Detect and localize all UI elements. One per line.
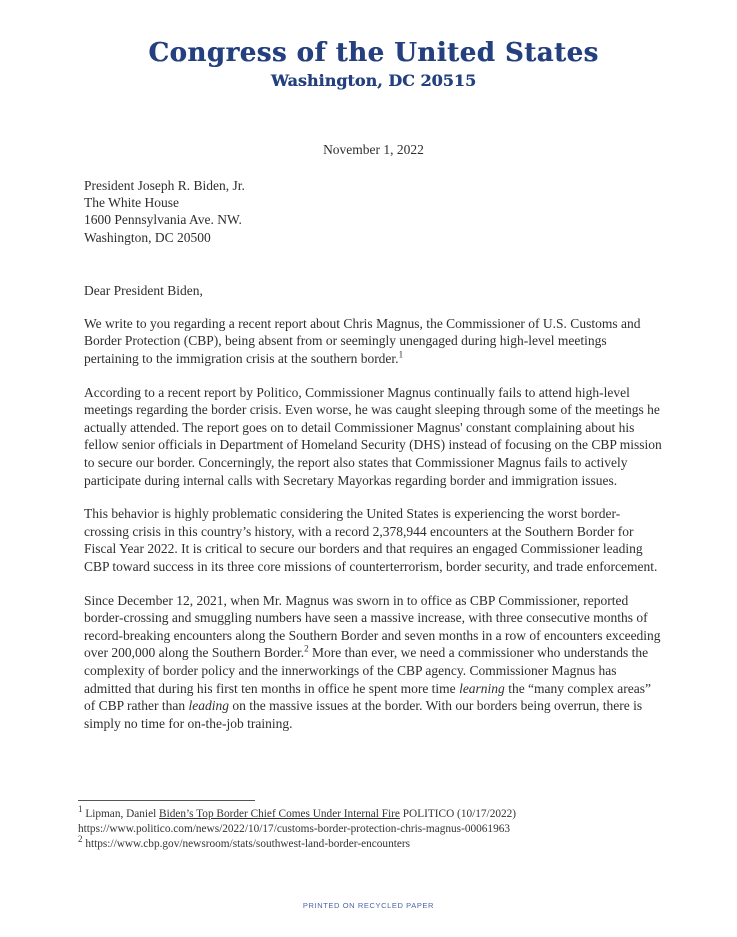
footnote-2-marker: 2	[78, 833, 83, 844]
letterhead-org: Congress of the United States	[148, 38, 599, 68]
paragraph-3-text: This behavior is highly problematic considering the United States is experiencing the worst border-crossing crisis in this country’s history, with a record 2,378,944 encounters at the Southern Border for Fiscal Year 2022. It is critical to secure our borders and that requires an engaged Commissioner leading CBP toward success in its three core missions of counterterrorism, border security, and trade enforcement.	[84, 506, 658, 574]
recipient-city: Washington, DC 20500	[84, 229, 211, 245]
recipient-name: President Joseph R. Biden, Jr.	[84, 178, 245, 193]
footnote-1-author: Lipman, Daniel	[82, 808, 160, 820]
recipient-building: The White House	[84, 195, 179, 211]
footnotes-section	[78, 800, 678, 851]
footnote-1-source: POLITICO (10/17/2022)	[399, 808, 517, 820]
paragraph-4-seg1: Since December 12, 2021, when Mr. Magnus was sworn in to office as CBP Commissioner, reported border-crossing and smuggling numbers have seen a massive increase, with three consecutive months of record-breaking encounters along the Southern Border and seven months in a row of encounters exceeding over 200,000 along the Southern Border.	[84, 592, 661, 661]
paragraph-2-text: According to a recent report by Politico, Commissioner Magnus continually fails to attend high-level meetings regarding the border crisis. Even worse, he was caught sleeping through some of the meetings he actually attended. The report goes on to detail Commissioner Magnus' constant complaining about his fellow senior officials in Department of Homeland Security (DHS) instead of focusing on the CBP mission to secure our border. Concerningly, the report also states that Commissioner Magnus fails to actively participate during internal calls with Secretary Mayorkas regarding border and immigration issues.	[84, 384, 662, 488]
footnote-1-article-title: Biden’s Top Border Chief Comes Under Internal Fire	[159, 808, 400, 820]
footnote-ref-1: 1	[398, 349, 404, 360]
letterhead-city: Washington, DC 20515	[270, 71, 477, 90]
body-paragraph-1	[84, 315, 663, 368]
body-paragraph-4	[84, 592, 663, 733]
recipient-street: 1600 Pennsylvania Ave. NW.	[84, 212, 242, 228]
paragraph-4-seg3: the “many complex areas” of CBP rather than	[84, 680, 651, 714]
footnote-separator-rule	[78, 800, 255, 801]
footnote-2-url: https://www.cbp.gov/newsroom/stats/southwest-land-border-encounters	[82, 837, 411, 850]
footnote-1-url: https://www.politico.com/news/2022/10/17/customs-border-protection-chris-magnus-00061963	[78, 822, 511, 835]
body-paragraph-3	[84, 505, 663, 575]
paragraph-1-text: We write to you regarding a recent report about Chris Magnus, the Commissioner of U.S. Customs and Border Protection (CBP), being absent from or seemingly unengaged during high-level meetings pertaining to the immigration crisis at the southern border.	[84, 315, 641, 366]
body-paragraph-2	[84, 384, 663, 490]
salutation: Dear President Biden,	[84, 282, 203, 298]
paragraph-4-emphasis-learning: learning	[459, 680, 505, 696]
paragraph-4-emphasis-leading: leading	[188, 698, 229, 714]
footnote-2	[78, 833, 678, 852]
footnote-1-marker: 1	[78, 804, 83, 815]
footnote-1	[78, 804, 678, 822]
paragraph-4-seg2: More than ever, we need a commissioner who understands the complexity of border policy and the innerworkings of the CBP agency. Commissioner Magnus has admitted that during his first ten months in office he spent more time	[84, 645, 649, 696]
letterhead	[84, 0, 663, 90]
recipient-address	[84, 177, 663, 246]
paragraph-4-seg4: on the massive issues at the border. With our borders being overrun, there is simply no time for on-the-job training.	[84, 698, 643, 731]
recycled-paper-notice: PRINTED ON RECYCLED PAPER	[302, 901, 435, 910]
letter-date: November 1, 2022	[323, 142, 424, 157]
footnote-ref-2: 2	[304, 643, 309, 654]
